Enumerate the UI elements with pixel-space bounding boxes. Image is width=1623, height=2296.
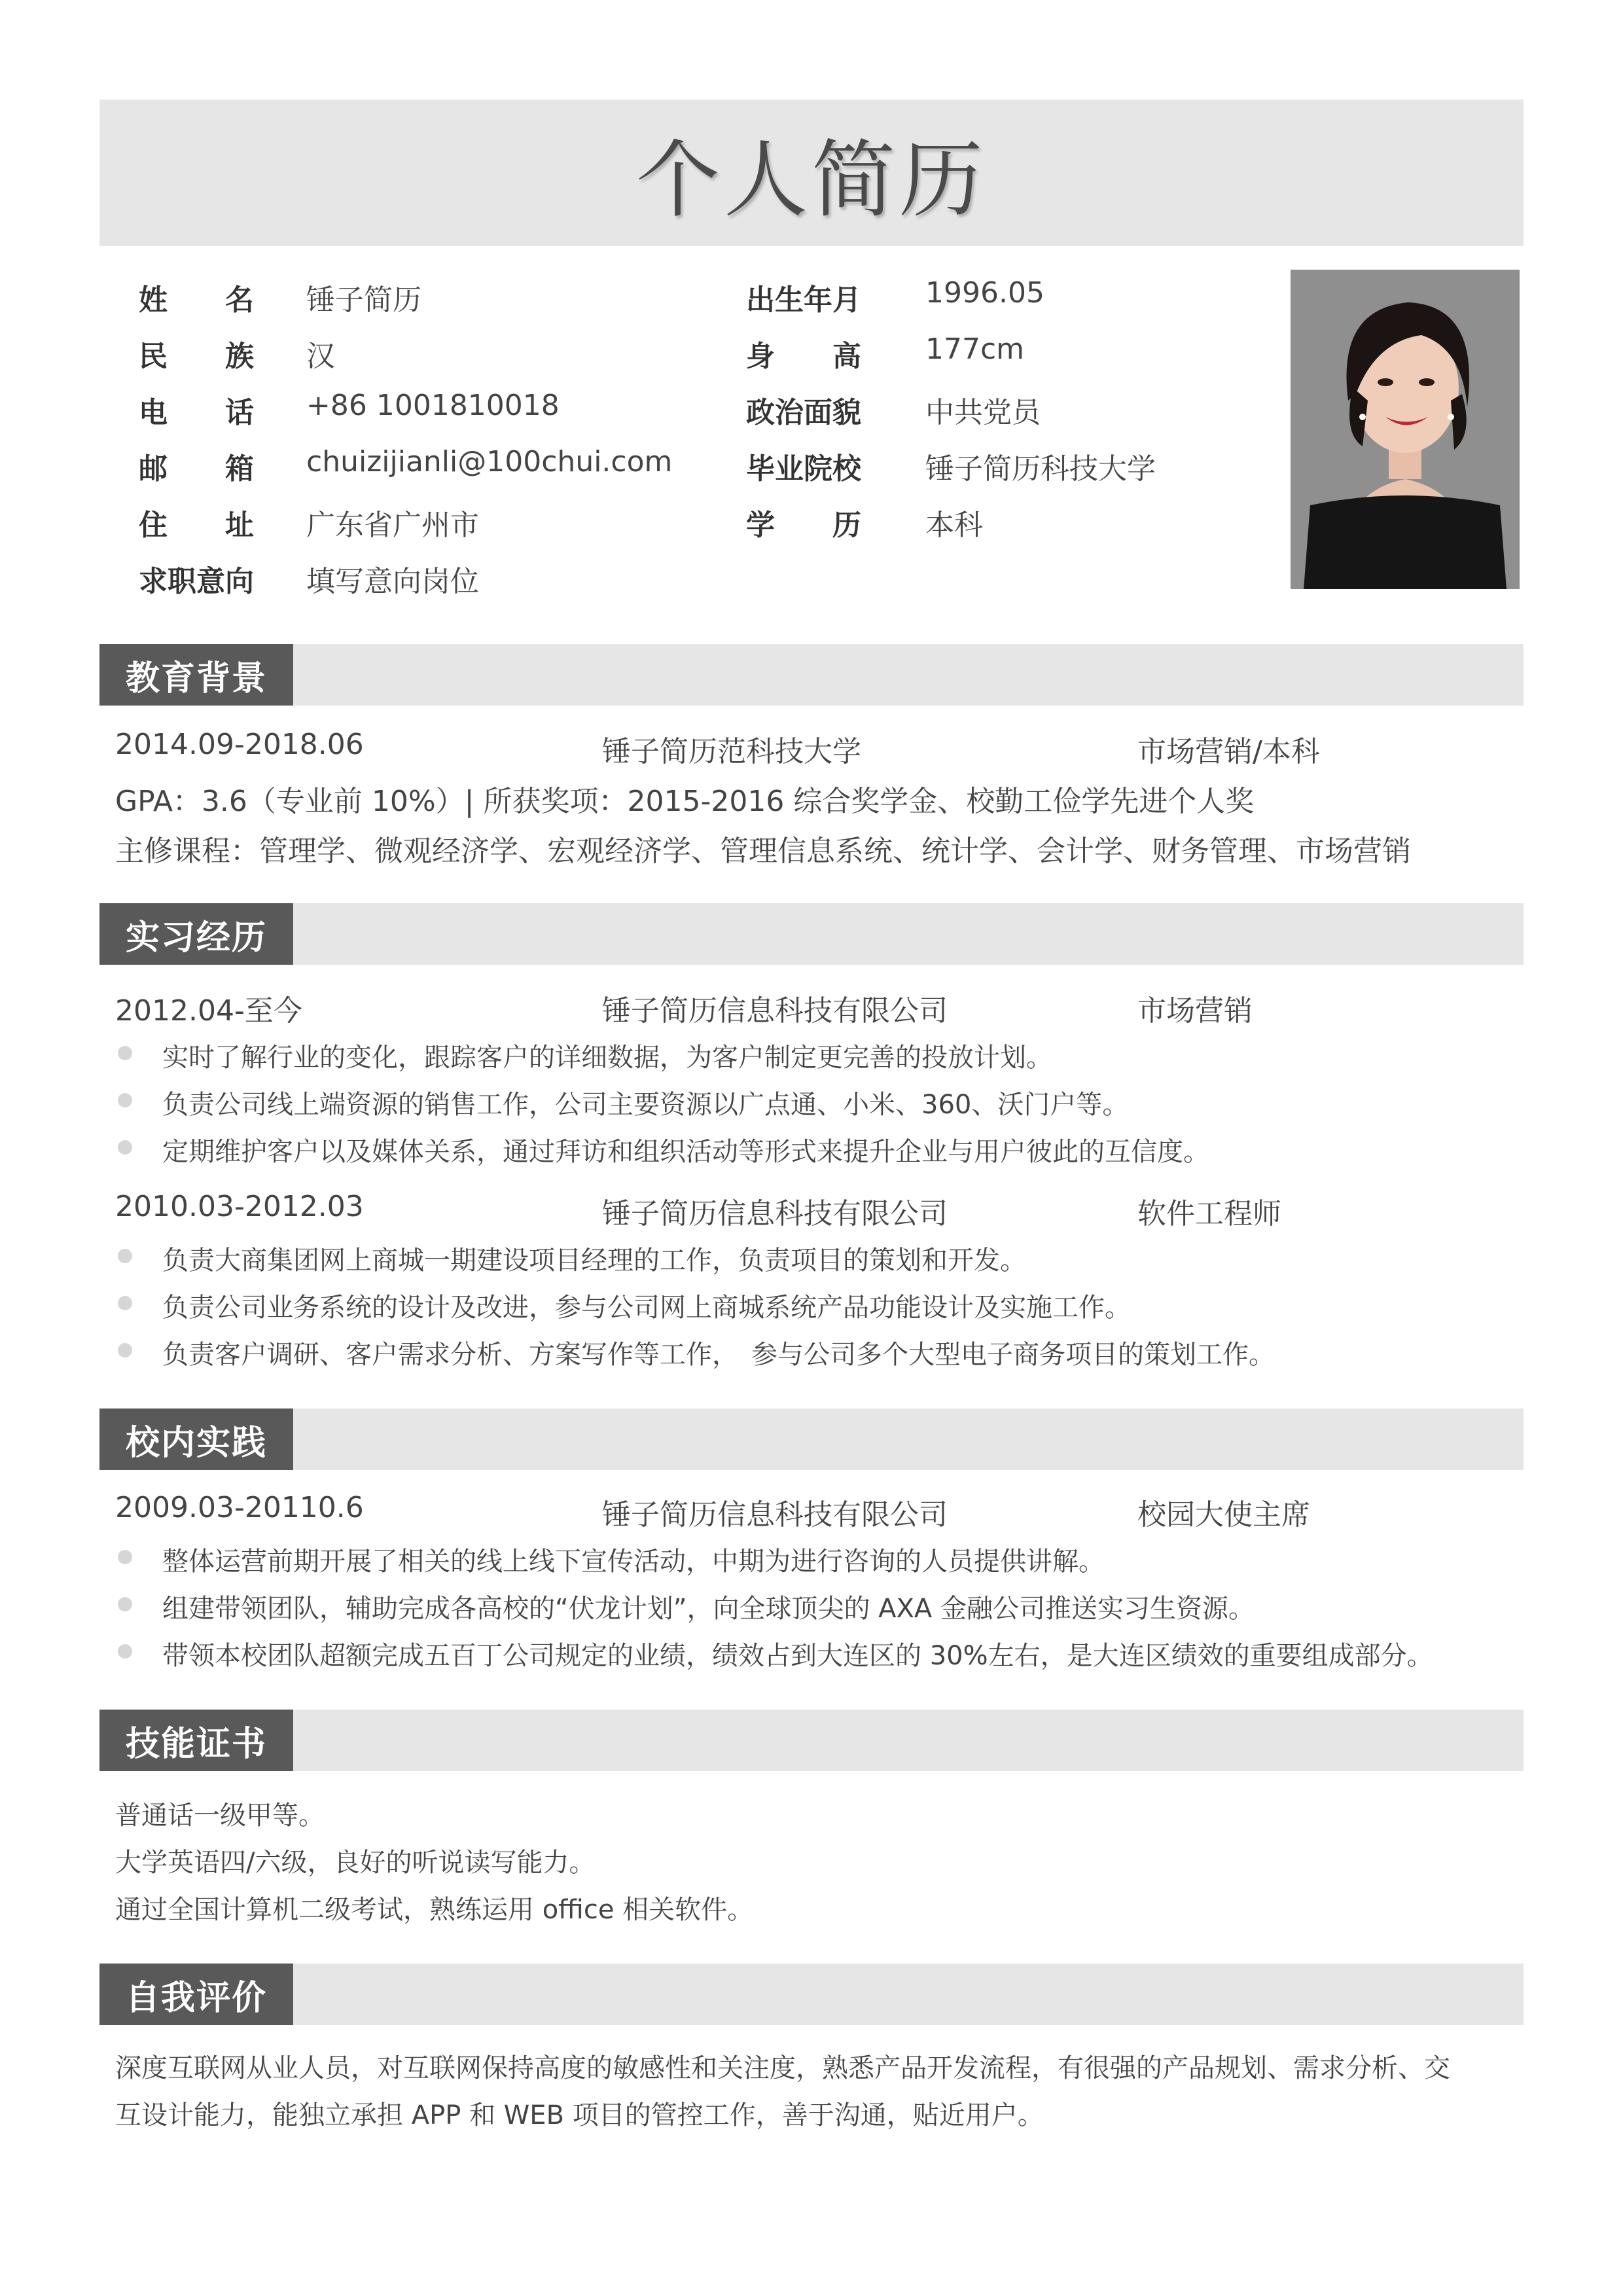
campus-bullet-3: 带领本校团队超额完成五百丁公司规定的业绩，绩效占到大连区的 30%左右，是大连区绩效的重要组成部分。 [162,1641,1433,1671]
job-2-bullet-1: 负责大商集团网上商城一期建设项目经理的工作，负责项目的策划和开发。 [162,1246,1026,1276]
campus-period: 2009.03-20110.6 [115,1491,364,1524]
intent-label: 求职意向 [139,565,254,598]
profile-photo [1291,270,1520,589]
bullet-dot [118,1140,132,1155]
skills-section-bar [99,1710,1524,1771]
bullet-dot [118,1046,132,1060]
email-label: 邮 箱 [139,452,254,486]
email-value: chuizijianli@100chui.com [306,445,673,478]
job-1-bullet-3: 定期维护客户以及媒体关系，通过拜访和组织活动等形式来提升企业与用户彼此的互信度。 [162,1137,1209,1167]
job-2-period: 2010.03-2012.03 [115,1190,364,1223]
campus-section-bar [99,1408,1524,1470]
bullet-dot [118,1093,132,1107]
self-line-2: 互设计能力，能独立承担 APP 和 WEB 项目的管控工作，善于沟通，贴近用户。 [115,2100,1044,2130]
school-value: 锤子简历科技大学 [925,452,1156,486]
skill-line-1: 普通话一级甲等。 [115,1801,325,1831]
job-2-company: 锤子简历信息科技有限公司 [602,1197,948,1230]
education-major: 市场营销/本科 [1137,735,1320,768]
politics-label: 政治面貌 [746,396,861,429]
birth-value: 1996.05 [925,276,1044,310]
address-label: 住 址 [139,509,254,542]
job-1-company: 锤子简历信息科技有限公司 [602,994,948,1028]
self-line-1: 深度互联网从业人员，对互联网保持高度的敏感性和关注度，熟悉产品开发流程，有很强的产品规划、需求分析、交 [115,2053,1450,2083]
bullet-dot [118,1249,132,1263]
job-2-bullet-3: 负责客户调研、客户需求分析、方案写作等工作， 参与公司多个大型电子商务项目的策划工作。 [162,1340,1275,1370]
ethnicity-label: 民 族 [139,340,254,373]
job-1-bullet-2: 负责公司线上端资源的销售工作，公司主要资源以广点通、小米、360、沃门户等。 [162,1090,1129,1120]
skill-line-2: 大学英语四/六级，良好的听说读写能力。 [115,1848,596,1878]
campus-heading: 校内实践 [99,1408,293,1470]
name-value: 锤子简历 [306,283,421,317]
school-label: 毕业院校 [746,452,861,486]
title-banner [99,99,1524,246]
height-label: 身 高 [746,340,861,373]
education-courses: 主修课程：管理学、微观经济学、宏观经济学、管理信息系统、统计学、会计学、财务管理、市场营销 [115,834,1411,868]
internship-section-bar [99,903,1524,965]
campus-bullet-2: 组建带领团队，辅助完成各高校的“伏龙计划”，向全球顶尖的 AXA 金融公司推送实习生资源。 [162,1594,1255,1624]
phone-label: 电 话 [139,396,254,429]
campus-company: 锤子简历信息科技有限公司 [602,1498,948,1532]
ethnicity-value: 汉 [306,340,335,373]
phone-value: +86 1001810018 [306,389,560,422]
bullet-dot [118,1296,132,1310]
self-heading: 自我评价 [99,1964,293,2025]
education-school: 锤子简历范科技大学 [602,735,861,768]
height-value: 177cm [925,332,1025,366]
portrait-illustration [1291,270,1520,589]
campus-role: 校园大使主席 [1137,1498,1310,1532]
campus-bullet-1: 整体运营前期开展了相关的线上线下宣传活动，中期为进行咨询的人员提供讲解。 [162,1547,1105,1577]
page-title: 个人简历 [635,132,987,229]
education-heading: 教育背景 [99,644,293,706]
education-gpa: GPA：3.6（专业前 10%）| 所获奖项：2015-2016 综合奖学金、校勤工俭学先进个人奖 [115,785,1255,818]
job-1-bullet-1: 实时了解行业的变化，跟踪客户的详细数据，为客户制定更完善的投放计划。 [162,1043,1052,1073]
address-value: 广东省广州市 [306,509,479,542]
name-label: 姓 名 [139,283,254,317]
job-1-period: 2012.04-至今 [115,994,302,1028]
education-period: 2014.09-2018.06 [115,728,364,761]
degree-label: 学 历 [746,509,861,542]
bullet-dot [118,1343,132,1357]
bullet-dot [118,1597,132,1611]
self-section-bar [99,1964,1524,2025]
job-2-bullet-2: 负责公司业务系统的设计及改进，参与公司网上商城系统产品功能设计及实施工作。 [162,1293,1131,1323]
degree-value: 本科 [925,509,983,542]
skill-line-3: 通过全国计算机二级考试，熟练运用 office 相关软件。 [115,1895,754,1925]
job-2-role: 软件工程师 [1137,1197,1281,1230]
intent-value: 填写意向岗位 [306,565,479,598]
internship-heading: 实习经历 [99,903,293,965]
politics-value: 中共党员 [925,396,1041,429]
bullet-dot [118,1550,132,1564]
skills-heading: 技能证书 [99,1710,293,1771]
bullet-dot [118,1644,132,1659]
job-1-role: 市场营销 [1137,994,1253,1028]
education-section-bar [99,644,1524,706]
birth-label: 出生年月 [746,283,861,317]
